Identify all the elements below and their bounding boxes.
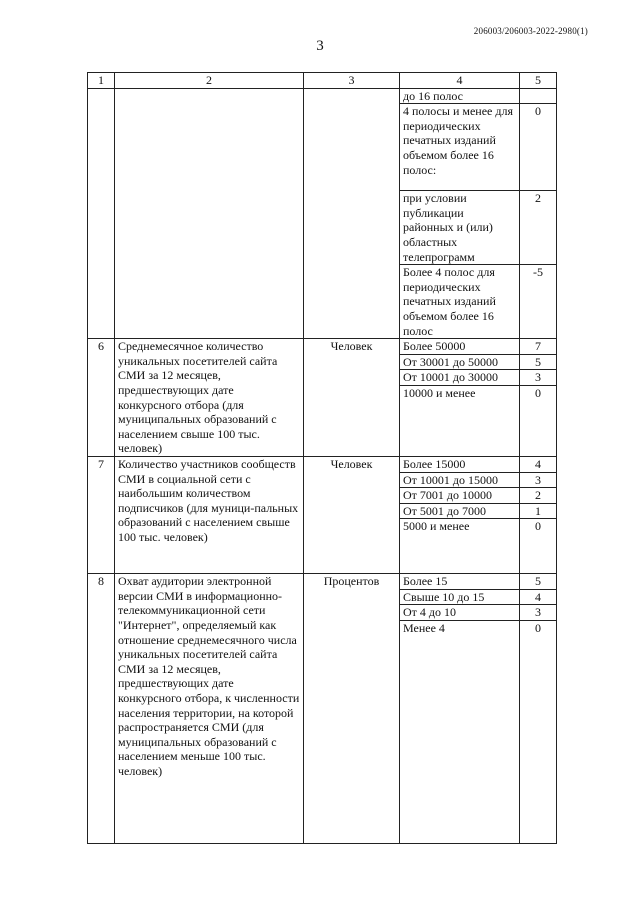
row-num-cell: 6 <box>88 339 115 457</box>
table-row <box>88 339 557 355</box>
row-name-cell: Охват аудитории электронной версии СМИ в информационно-телекоммуникационной сети "Интернет", определяемый как отношение среднемесячного числа уникальных посетителей сайта СМИ за 12 месяцев, предшествующих дате конкурсного отбора, к численности населения территории, на которой распространяется СМИ (для муниципальных образований с населением меньше 100 тыс. человек) <box>115 574 304 844</box>
criteria-table <box>87 72 557 844</box>
score-cell: 5 <box>520 574 557 590</box>
score-cell: 0 <box>520 519 557 574</box>
row-name-cell: Количество участников сообществ СМИ в социальной сети с наибольшим количеством подписчиков (для муници-пальных образований с населением свыше 100 тыс. человек) <box>115 456 304 573</box>
score-cell: 1 <box>520 503 557 519</box>
score-cell: 4 <box>520 589 557 605</box>
score-cell: 7 <box>520 339 557 355</box>
criterion-cell: 10000 и менее <box>400 385 520 456</box>
score-cell: 4 <box>520 456 557 472</box>
header-col-4: 4 <box>400 73 520 89</box>
document-code: 206003/206003-2022-2980(1) <box>473 26 588 36</box>
criterion-cell: От 10001 до 15000 <box>400 472 520 488</box>
criterion-cell: 4 полосы и менее для периодических печатных изданий объемом более 16 полос: <box>400 104 520 191</box>
score-cell: 3 <box>520 472 557 488</box>
criterion-cell: Свыше 10 до 15 <box>400 589 520 605</box>
score-cell: 0 <box>520 104 557 191</box>
score-cell: 3 <box>520 370 557 386</box>
row-num-cell: 7 <box>88 456 115 573</box>
criterion-cell: От 7001 до 10000 <box>400 488 520 504</box>
header-col-1: 1 <box>88 73 115 89</box>
score-cell: 2 <box>520 488 557 504</box>
criterion-cell: Более 15 <box>400 574 520 590</box>
row-name-cell: Среднемесячное количество уникальных посетителей сайта СМИ за 12 месяцев, предшествующих дате конкурсного отбора (для муниципальных образований с населением свыше 100 тыс. человек) <box>115 339 304 457</box>
score-cell: 3 <box>520 605 557 621</box>
row-name-cell <box>115 88 304 339</box>
score-cell: -5 <box>520 265 557 339</box>
table-header-row <box>88 73 557 89</box>
table-row <box>88 88 557 104</box>
criterion-cell: От 10001 до 30000 <box>400 370 520 386</box>
criterion-cell: Более 15000 <box>400 456 520 472</box>
criterion-cell: Более 4 полос для периодических печатных изданий объемом более 16 полос <box>400 265 520 339</box>
row-num-cell <box>88 88 115 339</box>
criterion-cell: 5000 и менее <box>400 519 520 574</box>
header-col-3: 3 <box>304 73 400 89</box>
row-num-cell: 8 <box>88 574 115 844</box>
page-number: 3 <box>316 38 324 54</box>
header-col-2: 2 <box>115 73 304 89</box>
row-unit-cell: Человек <box>304 339 400 457</box>
criterion-cell: Более 50000 <box>400 339 520 355</box>
score-cell <box>520 88 557 104</box>
criterion-cell: От 4 до 10 <box>400 605 520 621</box>
header-col-5: 5 <box>520 73 557 89</box>
criterion-cell: до 16 полос <box>400 88 520 104</box>
criterion-cell: при условии публикации районных и (или) областных телепрограмм <box>400 191 520 265</box>
table-row <box>88 456 557 472</box>
criterion-cell: От 5001 до 7000 <box>400 503 520 519</box>
score-cell: 2 <box>520 191 557 265</box>
criterion-cell: От 30001 до 50000 <box>400 354 520 370</box>
row-unit-cell: Человек <box>304 456 400 573</box>
score-cell: 5 <box>520 354 557 370</box>
row-unit-cell: Процентов <box>304 574 400 844</box>
criterion-cell: Менее 4 <box>400 621 520 844</box>
table-row <box>88 574 557 590</box>
score-cell: 0 <box>520 621 557 844</box>
row-unit-cell <box>304 88 400 339</box>
score-cell: 0 <box>520 385 557 456</box>
